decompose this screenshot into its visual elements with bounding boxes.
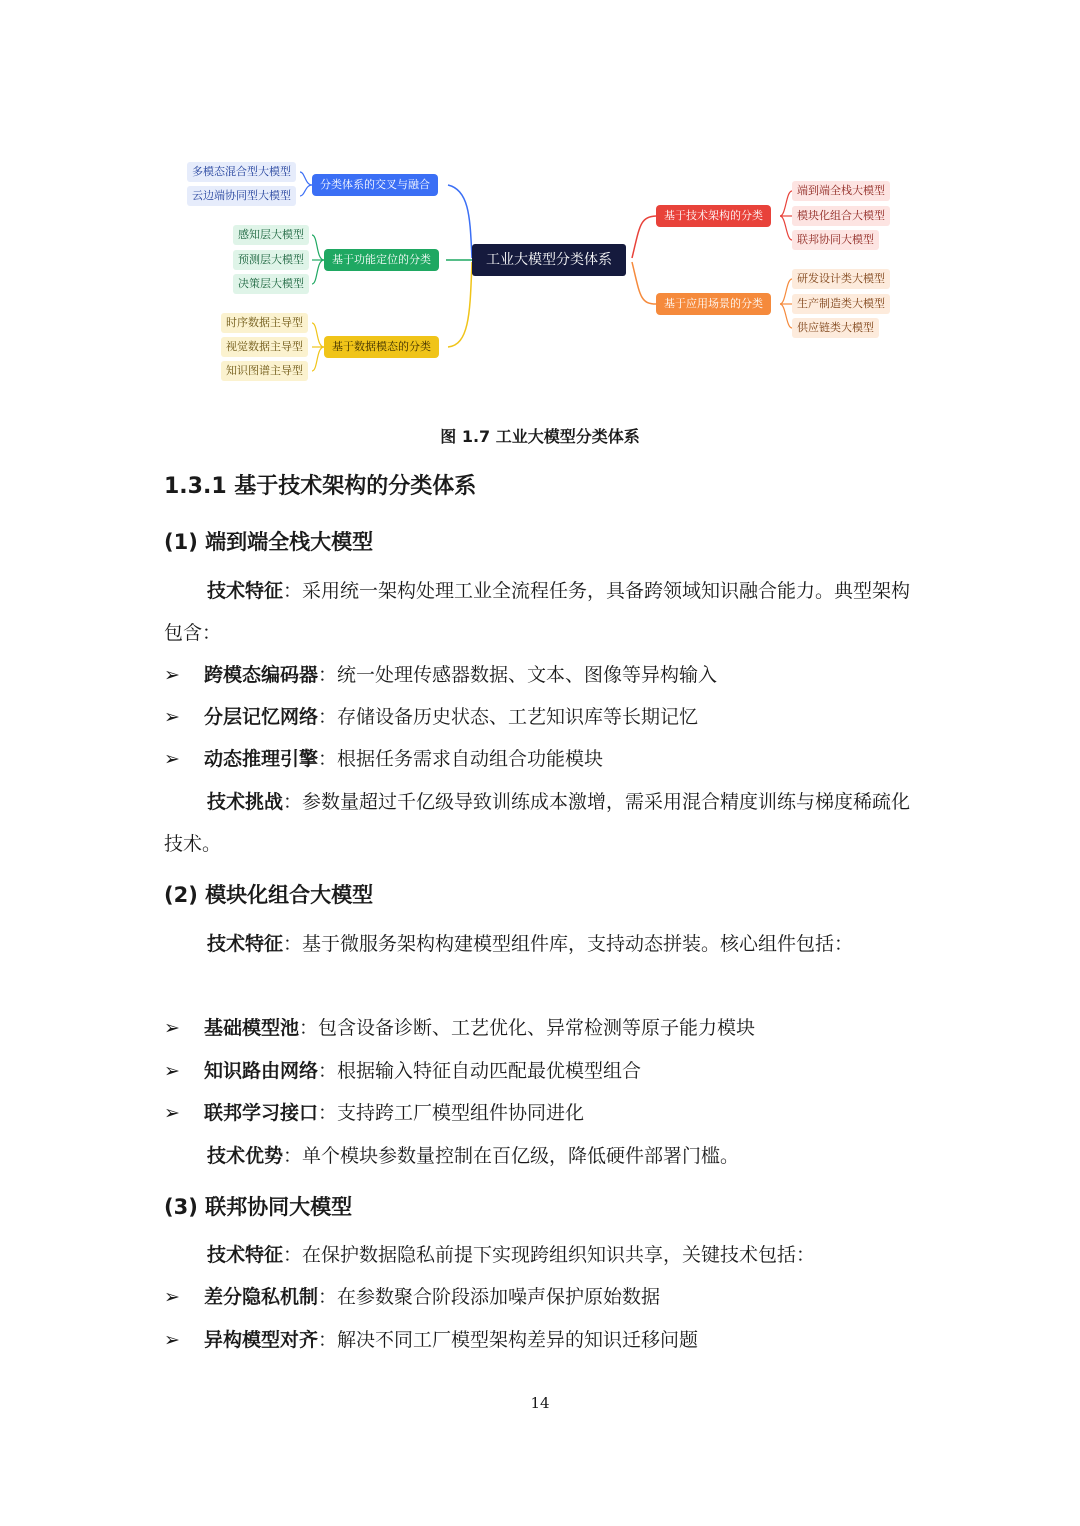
section-title: 1.3.1 基于技术架构的分类体系 <box>164 474 477 499</box>
s1-feature-label: 技术特征 <box>207 580 284 602</box>
s2-adv-label: 技术优势 <box>207 1145 284 1167</box>
bullet-arrow-icon: ➢ <box>164 1329 180 1351</box>
leaf-cloud-edge: 云边端协同型大模型 <box>187 186 296 206</box>
mindmap-root: 工业大模型分类体系 <box>472 244 626 276</box>
s3-title: (3) 联邦协同大模型 <box>164 1195 353 1219</box>
s1-challenge-label: 技术挑战 <box>207 791 284 813</box>
s3-bullet-1-text: ：在参数聚合阶段添加噪声保护原始数据 <box>318 1286 661 1308</box>
s2-bullet-1-label: 基础模型池 <box>204 1017 300 1039</box>
leaf-modular: 模块化组合大模型 <box>792 206 890 226</box>
s1-bullet-1 <box>164 662 944 688</box>
mindmap-figure <box>0 0 1080 400</box>
s2-bullet-3 <box>164 1100 944 1126</box>
leaf-multimodal: 多模态混合型大模型 <box>187 162 296 182</box>
s2-bullet-1 <box>164 1015 944 1041</box>
branch-cross-fusion: 分类体系的交叉与融合 <box>312 174 438 196</box>
page-number: 14 <box>530 1394 550 1412</box>
bullet-arrow-icon: ➢ <box>164 1102 180 1124</box>
figure-caption: 图 1.7 工业大模型分类体系 <box>440 427 640 446</box>
s1-bullet-1-label: 跨模态编码器 <box>204 664 319 686</box>
branch-data-modality: 基于数据模态的分类 <box>324 336 439 358</box>
leaf-end-to-end: 端到端全栈大模型 <box>792 181 890 201</box>
s2-title: (2) 模块化组合大模型 <box>164 883 374 907</box>
bullet-arrow-icon: ➢ <box>164 1286 180 1308</box>
s2-bullet-1-text: ：包含设备诊断、工艺优化、异常检测等原子能力模块 <box>299 1017 756 1039</box>
s1-feature-para <box>164 570 924 654</box>
leaf-rnd-design: 研发设计类大模型 <box>792 269 890 289</box>
s2-bullet-3-label: 联邦学习接口 <box>204 1102 319 1124</box>
s2-bullet-2 <box>164 1058 944 1084</box>
s2-bullet-2-label: 知识路由网络 <box>204 1060 319 1082</box>
s3-bullet-2 <box>164 1327 944 1353</box>
s1-bullet-2-text: ：存储设备历史状态、工艺知识库等长期记忆 <box>318 706 699 728</box>
s3-bullet-2-text: ：解决不同工厂模型架构差异的知识迁移问题 <box>318 1329 699 1351</box>
s2-bullet-3-text: ：支持跨工厂模型组件协同进化 <box>318 1102 585 1124</box>
s1-bullet-2-label: 分层记忆网络 <box>204 706 319 728</box>
bullet-arrow-icon: ➢ <box>164 1060 180 1082</box>
leaf-manufacturing: 生产制造类大模型 <box>792 294 890 314</box>
s3-bullet-2-label: 异构模型对齐 <box>204 1329 319 1351</box>
s1-bullet-3 <box>164 746 944 772</box>
s1-bullet-1-text: ：统一处理传感器数据、文本、图像等异构输入 <box>318 664 718 686</box>
s1-bullet-3-text: ：根据任务需求自动组合功能模块 <box>318 748 604 770</box>
branch-application: 基于应用场景的分类 <box>656 293 771 315</box>
s1-feature-text: ：采用统一架构处理工业全流程任务，具备跨领域知识融合能力。典型架构包含： <box>164 580 911 644</box>
branch-function: 基于功能定位的分类 <box>324 249 439 271</box>
leaf-knowledge-graph: 知识图谱主导型 <box>221 361 308 381</box>
s3-feature-para <box>164 1234 924 1276</box>
leaf-decision: 决策层大模型 <box>233 274 309 294</box>
branch-tech-arch: 基于技术架构的分类 <box>656 205 771 227</box>
s2-bullet-2-text: ：根据输入特征自动匹配最优模型组合 <box>318 1060 642 1082</box>
s1-challenge-text: ：参数量超过千亿级导致训练成本激增，需采用混合精度训练与梯度稀疏化技术。 <box>164 791 911 855</box>
s3-feature-label: 技术特征 <box>207 1244 284 1266</box>
leaf-supply-chain: 供应链类大模型 <box>792 318 879 338</box>
bullet-arrow-icon: ➢ <box>164 706 180 728</box>
s3-feature-text: ：在保护数据隐私前提下实现跨组织知识共享，关键技术包括： <box>283 1244 816 1266</box>
bullet-arrow-icon: ➢ <box>164 664 180 686</box>
leaf-vision: 视觉数据主导型 <box>221 337 308 357</box>
s1-title: (1) 端到端全栈大模型 <box>164 530 374 554</box>
bullet-arrow-icon: ➢ <box>164 1017 180 1039</box>
leaf-perception: 感知层大模型 <box>233 225 309 245</box>
s3-bullet-1-label: 差分隐私机制 <box>204 1286 319 1308</box>
bullet-arrow-icon: ➢ <box>164 748 180 770</box>
s1-bullet-3-label: 动态推理引擎 <box>204 748 319 770</box>
mindmap-connectors <box>0 0 1080 400</box>
s2-feature-text: ：基于微服务架构构建模型组件库，支持动态拼装。核心组件包括： <box>283 933 854 955</box>
s1-challenge-para <box>164 781 924 865</box>
s1-bullet-2 <box>164 704 944 730</box>
leaf-federated: 联邦协同大模型 <box>792 230 879 250</box>
s2-advantage-para <box>164 1135 924 1177</box>
s2-adv-text: ：单个模块参数量控制在百亿级，降低硬件部署门槛。 <box>283 1145 740 1167</box>
s2-feature-para <box>164 923 924 965</box>
leaf-prediction: 预测层大模型 <box>233 250 309 270</box>
s3-bullet-1 <box>164 1284 944 1310</box>
s2-feature-label: 技术特征 <box>207 933 284 955</box>
leaf-timeseries: 时序数据主导型 <box>221 313 308 333</box>
